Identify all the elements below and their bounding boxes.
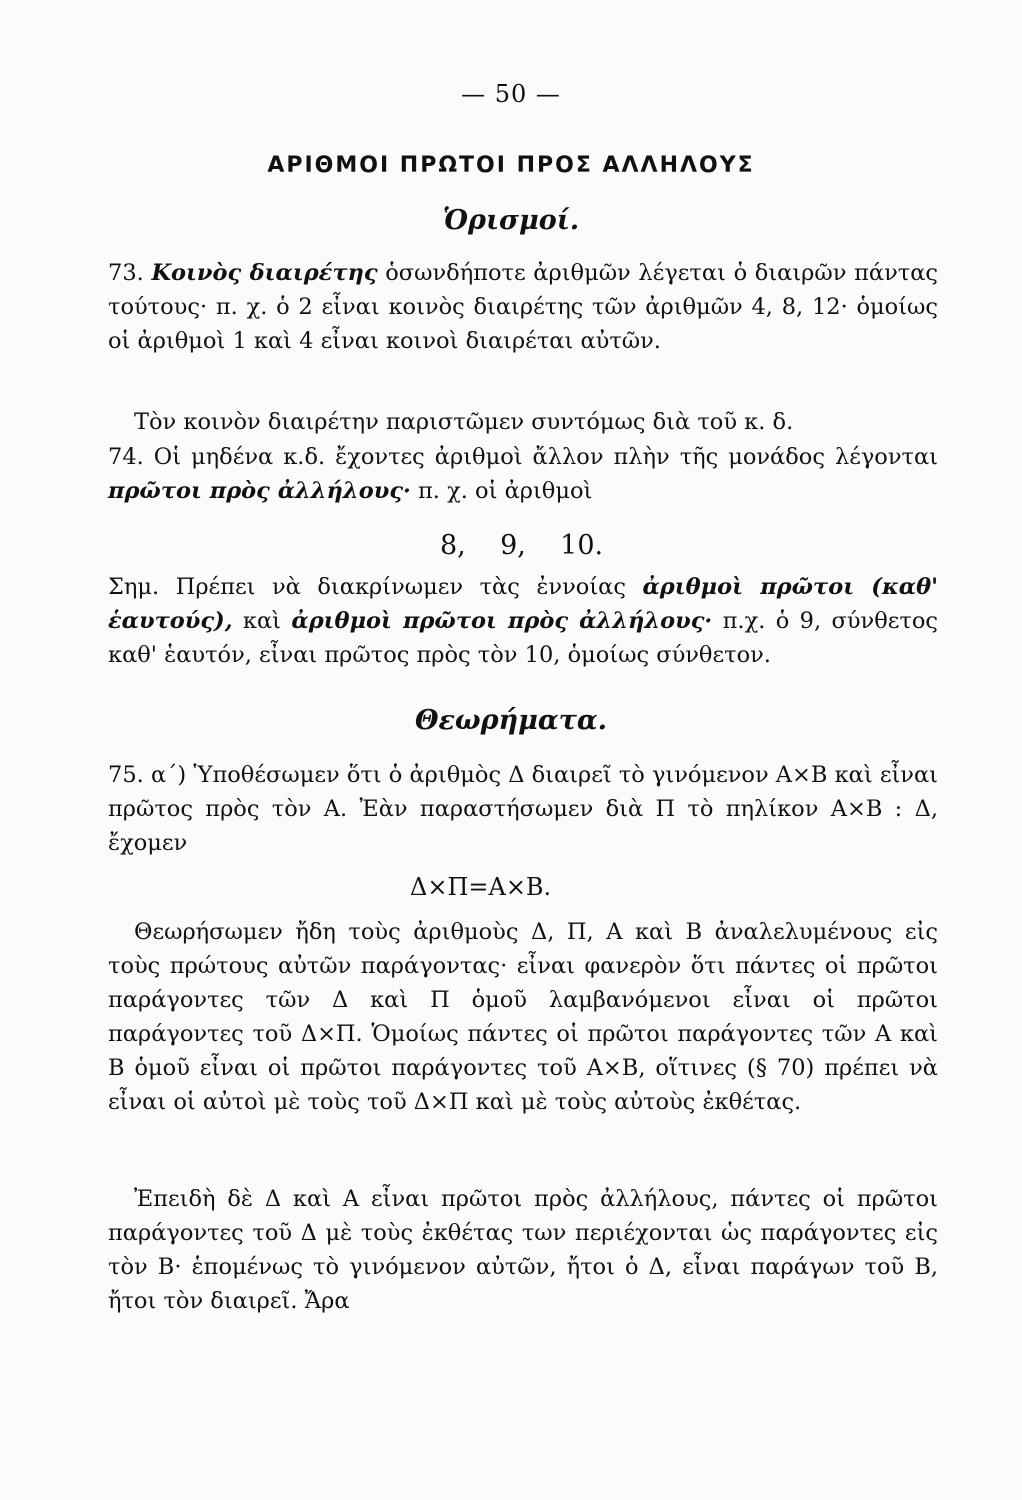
term-coprimes: ἀριθμοὶ πρῶτοι πρὸς ἀλλήλους· [291, 608, 713, 634]
paragraph-factors: Θεωρήσωμεν ἤδη τοὺς ἀριθμοὺς Δ, Π, Α καὶ Β ἀναλελυμένους εἰς τοὺς πρώτους αὐτῶν παράγοντας· εἶναι φανερὸν ὅτι πάντες οἱ πρῶτοι παράγοντες τῶν Δ καὶ Π ὁμοῦ λαμβανόμενοι εἶναι οἱ πρῶτοι παράγοντες τοῦ Δ×Π. Ὁμοίως πάντες οἱ πρῶτοι παράγοντες τῶν Α καὶ Β ὁμοῦ εἶναι οἱ πρῶτοι παράγοντες τοῦ Α×Β, οἵτινες (§ 70) πρέπει νὰ εἶναι οἱ αὐτοὶ μὲ τοὺς τοῦ Δ×Π καὶ μὲ τοὺς αὐτοὺς ἐκθέτας. [108, 919, 938, 1115]
paragraph-text: ὁσωνδήποτε ἀριθμῶν λέγεται ὁ διαιρῶν πάντας τούτους· π. χ. ὁ 2 εἶναι κοινὸς διαιρέτης τῶν ἀριθμῶν 4, 8, 12· ὁμοίως οἱ ἀριθμοὶ 1 καὶ 4 εἶναι κοινοὶ διαιρέται αὐτῶν. [108, 260, 939, 354]
paragraph-text: π.χ. ὁ 9, σύνθετος καθ' ἑαυτόν, εἶναι πρῶτος πρὸς τὸν 10, ὁμοίως σύνθετον. [108, 608, 938, 668]
note-label: Σημ. [108, 574, 160, 600]
paragraph-number: 74. [108, 444, 144, 470]
paragraph-notation: Τὸν κοινὸν διαιρέτην παριστῶμεν συντόμως διὰ τοῦ κ. δ. [134, 409, 794, 435]
paragraph-number: 75. [108, 762, 144, 788]
formula: Δ×Π=Α×Β. [410, 873, 552, 901]
defined-term: πρῶτοι πρὸς ἀλλήλους· [108, 478, 411, 504]
paragraph-text: Πρέπει νὰ διακρίνωμεν τὰς ἐννοίας [175, 574, 626, 600]
paragraph-73 [108, 256, 938, 358]
paragraph-number: 73. [108, 260, 144, 286]
paragraph-text: Οἱ μηδένα κ.δ. ἔχοντες ἀριθμοὶ ἄλλον πλὴν τῆς μονάδος λέγονται [153, 444, 938, 470]
chapter-title: ΑΡΙΘΜΟΙ ΠΡΩΤΟΙ ΠΡΟΣ ΑΛΛΗΛΟΥΣ [267, 153, 755, 178]
paragraph-75 [108, 758, 938, 860]
paragraph-conclusion: Ἐπειδὴ δὲ Δ καὶ Α εἶναι πρῶτοι πρὸς ἀλλήλους, πάντες οἱ πρῶτοι παράγοντες τοῦ Δ μὲ τοὺς ἐκθέτας των περιέχονται ὡς παράγοντες εἰς τὸν Β· ἑπομένως τὸ γινόμενον αὐτῶν, ἤτοι ὁ Δ, εἶναι παράγων τοῦ Β, ἤτοι τὸν διαιρεῖ. Ἄρα [108, 1186, 938, 1314]
term-primes: ἀριθμοὶ πρῶτοι (καθ' ἑαυτούς), [108, 574, 939, 634]
section-heading-theorems: Θεωρήματα. [414, 705, 608, 736]
paragraph-text: π. χ. οἱ ἀριθμοὶ [418, 478, 593, 504]
section-heading-definitions: Ὁρισμοί. [442, 205, 580, 236]
defined-term: Κοινὸς διαιρέτης [151, 260, 378, 286]
note-paragraph [108, 570, 938, 672]
paragraph-74 [108, 440, 938, 508]
example-numbers: 8, 9, 10. [440, 530, 604, 561]
page-number: — 50 — [461, 80, 561, 108]
paragraph-text: α΄) Ὑποθέσωμεν ὅτι ὁ ἀριθμὸς Δ διαιρεῖ τὸ γινόμενον Α×Β καὶ εἶναι πρῶτος πρὸς τὸν Α. Ἐὰν παραστήσωμεν διὰ Π τὸ πηλίκον Α×Β : Δ, ἔχομεν [108, 762, 939, 856]
paragraph-text: καὶ [242, 608, 282, 634]
